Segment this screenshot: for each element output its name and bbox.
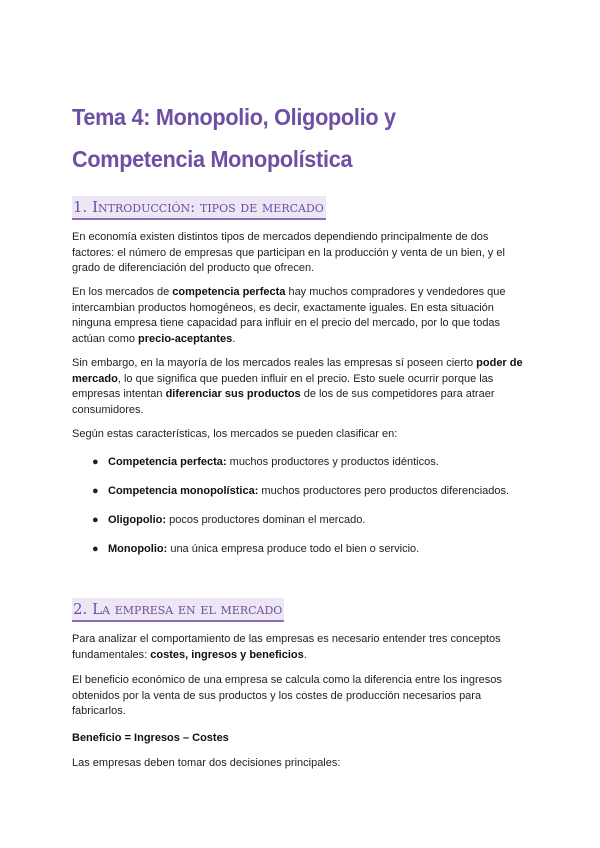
paragraph-decisiones: Las empresas deben tomar dos decisiones principales: bbox=[72, 757, 341, 769]
bold-term: costes, ingresos y beneficios bbox=[150, 648, 304, 661]
bold-term: competencia perfecta bbox=[172, 286, 286, 298]
section-heading-empresa: 2. La empresa en el mercado bbox=[72, 598, 284, 622]
paragraph-clasificacion: Según estas características, los mercados se pueden clasificar en: bbox=[72, 428, 398, 440]
paragraph-beneficio: El beneficio económico de una empresa se calcula como la diferencia entre los ingresos obtenidos por la venta de sus productos y los costes de producción necesarios para fabricarlos. bbox=[72, 674, 502, 718]
bullet-icon: ● bbox=[92, 456, 99, 468]
bold-term: diferenciar sus productos bbox=[165, 388, 301, 401]
page-title: Tema 4: Monopolio, Oligopolio y Competencia Monopolística bbox=[72, 104, 396, 172]
paragraph-conceptos: Para analizar el comportamiento de las empresas es necesario entender tres conceptos fundamentales: costes, ingresos y beneficios. bbox=[72, 633, 501, 661]
bullet-icon: ● bbox=[92, 514, 99, 526]
bold-term: poder de mercado bbox=[72, 357, 523, 385]
paragraph-intro: En economía existen distintos tipos de mercados dependiendo principalmente de dos factores: el número de empresas que participan en la producción y venta de un bien, y el grado de diferenciación del producto que ofrecen. bbox=[72, 231, 505, 275]
bullet-icon: ● bbox=[92, 543, 99, 555]
bold-term: precio-aceptantes bbox=[138, 332, 233, 345]
document-page: Tema 4: Monopolio, Oligopolio y Competencia Monopolística 1. Introducción: tipos de mercado En economía existen distintos tipos de mercados dependiendo principalmente de dos factores: el número de empresas que participan en la producción y venta de un bien, y el grado de diferenciación del producto que ofrecen. En los mercados de competencia perfecta hay muchos compradores y vendedores que intercambian productos homogéneos, es decir, exactamente iguales. En esta situación ninguna empresa tiene capacidad para influir en el precio del mercado, por lo que todas actúan como precio-aceptantes. Sin embargo, en la mayoría de los mercados reales las empresas sí poseen cierto poder de mercado, lo que significa que pueden influir en el precio. Esto suele ocurrir porque las empresas intentan diferenciar sus productos de los de sus competidores para atraer consumidores. Según estas características, los mercados se pueden clasificar en: ● Competencia perfecta: muchos productores y productos idénticos. ● Competencia monopolística: muchos productores pero productos diferenciados. ● Oligopolio: pocos productores dominan el mercado. ● Monopolio: una única empresa produce todo el bien o servicio. 2. La empresa en el mercado Para analizar el comportamiento de las empresas es necesario entender tres conceptos fundamentales: costes, ingresos y beneficios. El beneficio económico de una empresa se calcula como la diferencia entre los ingresos obtenidos por la venta de sus productos y los costes de producción necesarios para fabricarlos. Beneficio = Ingresos – Costes Las empresas deben tomar dos decisiones principales: bbox=[0, 0, 600, 848]
formula-beneficio: Beneficio = Ingresos – Costes bbox=[72, 732, 229, 744]
section-heading-introduccion: 1. Introducción: tipos de mercado bbox=[72, 196, 326, 220]
paragraph-poder-de-mercado: Sin embargo, en la mayoría de los mercados reales las empresas sí poseen cierto poder de mercado, lo que significa que pueden influir en el precio. Esto suele ocurrir porque las empresas intentan diferenciar sus productos de los de sus competidores para atraer consumidores. bbox=[72, 357, 523, 416]
paragraph-competencia-perfecta: En los mercados de competencia perfecta hay muchos compradores y vendedores que intercambian productos homogéneos, es decir, exactamente iguales. En esta situación ninguna empresa tiene capacidad para influir en el precio del mercado, por lo que todas actúan como precio-aceptantes. bbox=[72, 286, 506, 345]
bullet-icon: ● bbox=[92, 485, 99, 497]
